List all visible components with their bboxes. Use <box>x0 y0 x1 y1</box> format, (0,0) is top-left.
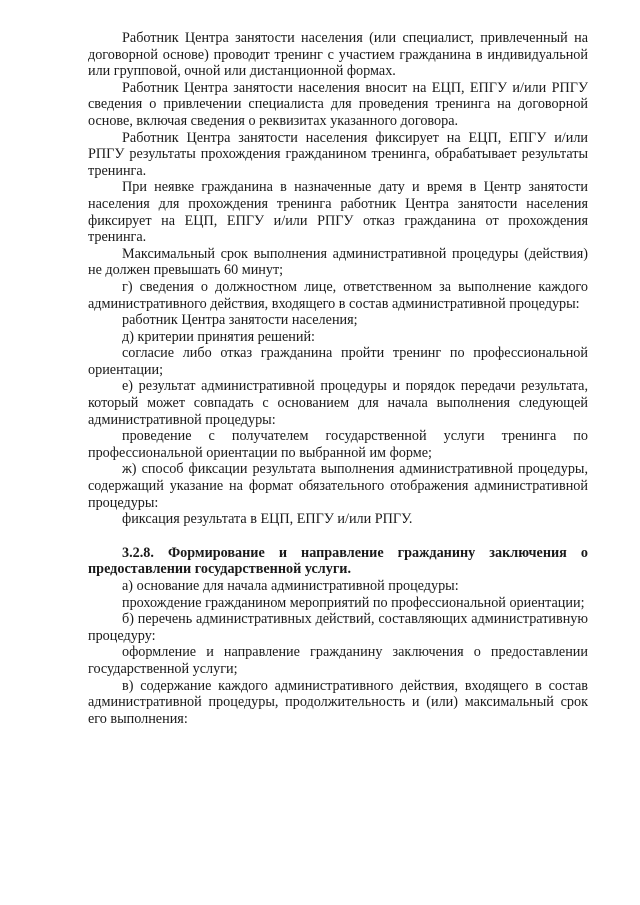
paragraph: Работник Центра занятости населения вносит на ЕЦП, ЕПГУ и/или РПГУ сведения о привлечении специалиста для проведения тренинга на договорной основе, включая сведения о реквизитах указанного договора. <box>88 79 588 129</box>
paragraph: оформление и направление гражданину заключения о предоставлении государственной услуги; <box>88 644 588 677</box>
paragraph: д) критерии принятия решений: <box>122 328 315 345</box>
paragraph: работник Центра занятости населения; <box>122 312 358 329</box>
paragraph: согласие либо отказ гражданина пройти тренинг по профессиональной ориентации; <box>88 345 588 378</box>
section-heading: 3.2.8. Формирование и направление гражданину заключения о предоставлении государственной услуги. <box>88 544 588 578</box>
paragraph: б) перечень административных действий, составляющих административную процедуру: <box>88 611 588 644</box>
paragraph: г) сведения о должностном лице, ответственном за выполнение каждого административного действия, входящего в состав административной процедуры: <box>88 278 588 312</box>
paragraph: проведение с получателем государственной услуги тренинга по профессиональной ориентации по выбранной им форме; <box>88 428 588 461</box>
paragraph: Работник Центра занятости населения (или специалист, привлеченный на договорной основе) проводит тренинг с участием гражданина в индивидуальной или групповой, очной или дистанционной формах. <box>88 30 588 80</box>
paragraph: Максимальный срок выполнения административной процедуры (действия) не должен превышать 60 минут; <box>88 245 588 279</box>
paragraph: е) результат административной процедуры и порядок передачи результата, который может совпадать с основанием для начала выполнения следующей административной процедуры: <box>88 378 588 428</box>
paragraph: прохождение гражданином мероприятий по профессиональной ориентации; <box>122 594 585 611</box>
paragraph: фиксация результата в ЕЦП, ЕПГУ и/или РПГУ. <box>122 511 413 528</box>
paragraph: Работник Центра занятости населения фиксирует на ЕЦП, ЕПГУ и/или РПГУ результаты прохождения гражданином тренинга, обрабатывает результаты тренинга. <box>88 129 588 179</box>
paragraph: а) основание для начала административной процедуры: <box>122 578 459 594</box>
paragraph: ж) способ фиксации результата выполнения административной процедуры, содержащий указание на формат обязательного отображения административной процедуры: <box>88 461 588 511</box>
paragraph: в) содержание каждого административного действия, входящего в состав административной процедуры, продолжительность и (или) максимальный срок его выполнения: <box>88 677 588 727</box>
section-gap <box>88 528 588 545</box>
paragraph: При неявке гражданина в назначенные дату и время в Центр занятости населения для прохождения тренинга работник Центра занятости населения фиксирует на ЕЦП, ЕПГУ и/или РПГУ отказ гражданина от прохождения тренинга. <box>88 179 588 246</box>
